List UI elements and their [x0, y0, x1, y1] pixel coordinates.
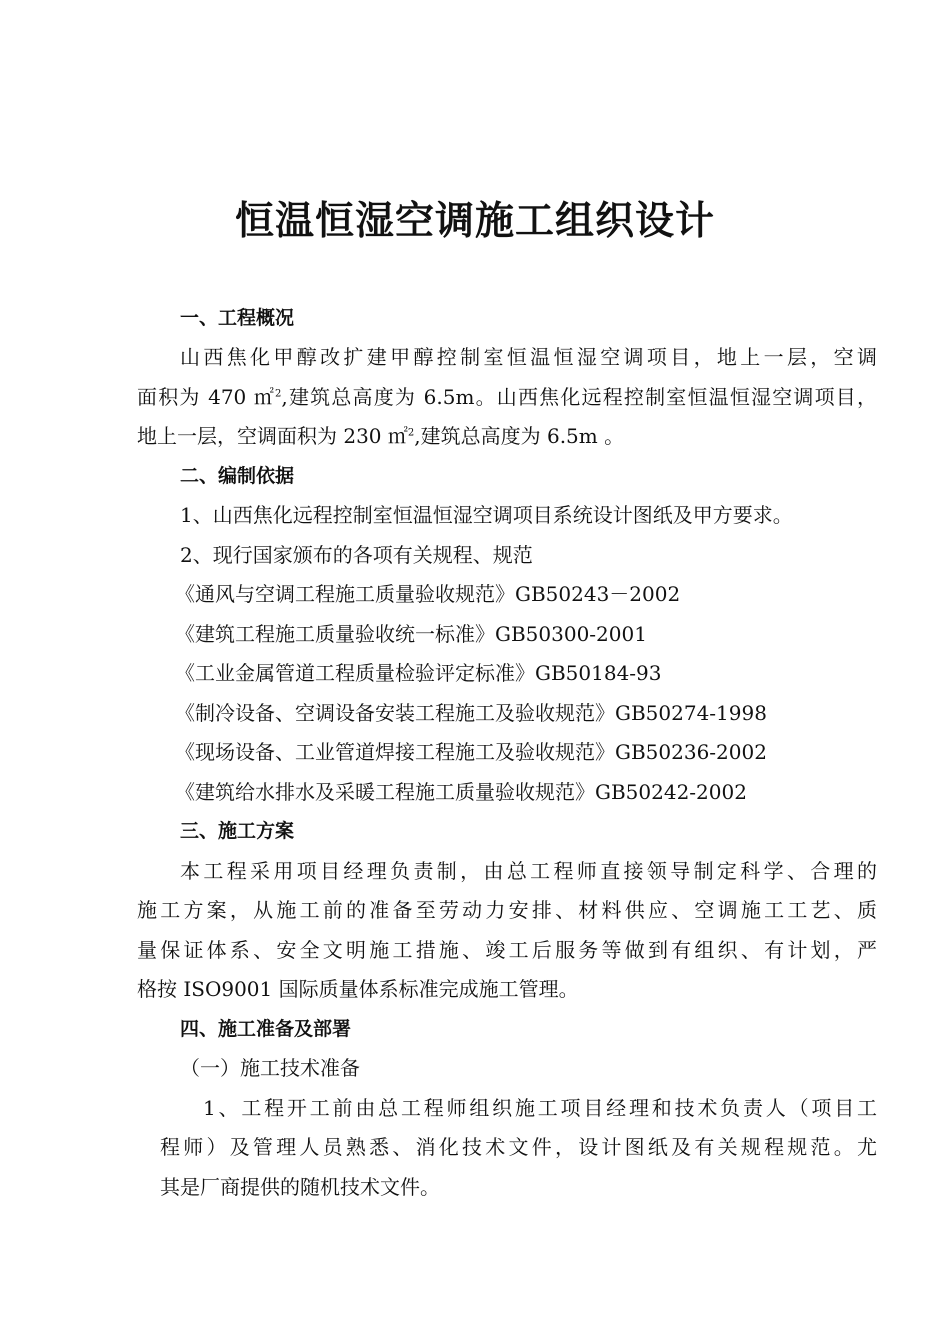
paragraph-line: 其是厂商提供的随机技术文件。	[160, 1175, 440, 1199]
superscript: 2	[407, 427, 415, 439]
paragraph-line: 量保证体系、安全文明施工措施、竣工后服务等做到有组织、有计划，严	[137, 938, 877, 962]
basis-item-1: 1、山西焦化远程控制室恒温恒湿空调项目系统设计图纸及甲方要求。	[180, 503, 793, 527]
paragraph-line: 格按 ISO9001 国际质量体系标准完成施工管理。	[137, 977, 579, 1001]
superscript: 2	[275, 388, 282, 400]
paragraph-line	[137, 383, 877, 411]
subsection-heading: （一）施工技术准备	[180, 1056, 360, 1080]
section-heading-plan: 三、施工方案	[180, 820, 295, 842]
paragraph-line: 1、工程开工前由总工程师组织施工项目经理和技术负责人（项目工	[203, 1096, 877, 1120]
text-run: ,建筑总高度为 6.5m 。	[414, 424, 625, 448]
paragraph-line: 本工程采用项目经理负责制，由总工程师直接领导制定科学、合理的	[180, 859, 877, 883]
section-heading-preparation: 四、施工准备及部署	[180, 1018, 352, 1040]
reference-item: 《建筑给水排水及采暖工程施工质量验收规范》GB50242-2002	[175, 780, 747, 804]
text-run: 地上一层，空调面积为 230 ㎡	[137, 424, 408, 448]
basis-item-2: 2、现行国家颁布的各项有关规程、规范	[180, 543, 533, 567]
reference-item: 《工业金属管道工程质量检验评定标准》GB50184-93	[175, 661, 662, 685]
paragraph-line: 施工方案，从施工前的准备至劳动力安排、材料供应、空调施工工艺、质	[137, 898, 877, 922]
section-heading-overview: 一、工程概况	[180, 307, 295, 329]
text-run: 面积为 470 ㎡	[137, 385, 276, 409]
paragraph-line: 山西焦化甲醇改扩建甲醇控制室恒温恒湿空调项目，地上一层，空调	[180, 345, 877, 369]
document-title: 恒温恒湿空调施工组织设计	[234, 198, 715, 244]
section-heading-basis: 二、编制依据	[180, 465, 295, 487]
reference-item: 《制冷设备、空调设备安装工程施工及验收规范》GB50274-1998	[175, 701, 767, 725]
paragraph-line: 程师）及管理人员熟悉、消化技术文件，设计图纸及有关规程规范。尤	[160, 1135, 877, 1159]
reference-item: 《现场设备、工业管道焊接工程施工及验收规范》GB50236-2002	[175, 740, 767, 764]
reference-item: 《通风与空调工程施工质量验收规范》GB50243－2002	[175, 582, 681, 606]
paragraph-line	[137, 422, 877, 450]
reference-item: 《建筑工程施工质量验收统一标准》GB50300-2001	[175, 622, 647, 646]
text-run: ,建筑总高度为 6.5m。山西焦化远程控制室恒温恒湿空调项目，	[281, 385, 877, 409]
